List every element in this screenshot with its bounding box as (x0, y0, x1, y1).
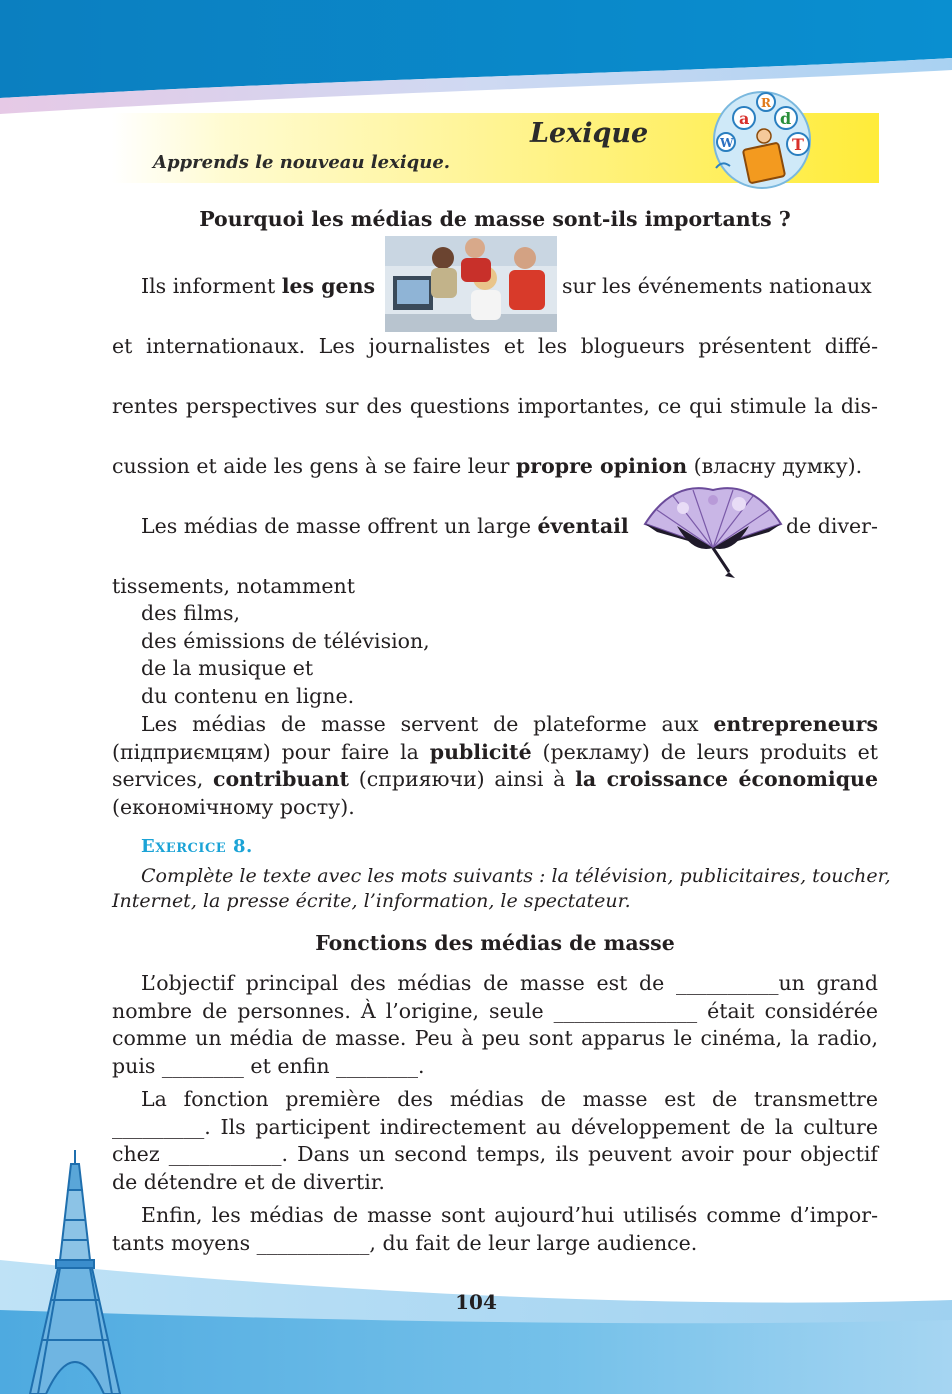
hand-fan-image (643, 486, 783, 580)
exercise-instruction-line1: Complète le texte avec les mots suivants : la télévision, publicitaires, toucher, (141, 865, 891, 887)
exercise-label: Exercice 8. (141, 836, 253, 857)
p1-line4: cussion et aide les gens à se faire leur propre opinion (власну думку). (112, 454, 863, 478)
list-item-online: du contenu en ligne. (141, 684, 355, 708)
p1-line2: et internationaux. Les journalistes et les blogueurs présentent diffé- (112, 334, 878, 358)
letters-book-icon (706, 88, 818, 194)
p1-line1-end: sur les événements nationaux (562, 274, 872, 298)
lexique-subtitle: Apprends le nouveau lexique. (153, 152, 451, 173)
eiffel-tower-image (20, 1150, 130, 1394)
icon-letter-w: W (720, 136, 734, 150)
list-item-music: de la musique et (141, 656, 314, 680)
s2-p2-line2: _________. Ils participent indirectement au développement de la culture (112, 1115, 878, 1139)
s2-p2-line4: de détendre et de divertir. (112, 1170, 385, 1194)
exercise-instruction-line2: Internet, la presse écrite, l’information, le spectateur. (112, 890, 631, 912)
s2-p1-line2: nombre de personnes. À l’origine, seule ______________ était considérée (112, 999, 878, 1023)
s2-p1-line1: L’objectif principal des médias de masse est de __________un grand (141, 971, 878, 995)
s2-p1-line3: comme un média de masse. Peu à peu sont apparus le cinéma, la radio, (112, 1026, 878, 1050)
icon-letter-d: d (780, 109, 792, 128)
s2-p1-line4: puis ________ et enfin ________. (112, 1054, 425, 1078)
p3-line2: (підприємцям) pour faire la publicité (рекламу) de leurs produits et (112, 740, 878, 764)
p2-line2: tissements, notamment (112, 574, 355, 598)
p1-line3: rentes perspectives sur des questions importantes, ce qui stimule la dis- (112, 394, 878, 418)
icon-letter-r: R (761, 96, 771, 110)
section-heading-importance: Pourquoi les médias de masse sont-ils importants ? (199, 207, 791, 231)
section-heading-functions: Fonctions des médias de masse (315, 931, 675, 955)
icon-letter-t: T (792, 135, 804, 154)
p3-line1: Les médias de masse servent de plateforme aux entrepreneurs (141, 712, 878, 736)
page-number: 104 (455, 1290, 497, 1314)
s2-p2-line1: La fonction première des médias de masse est de transmettre (141, 1087, 878, 1111)
list-item-tv: des émissions de télévision, (141, 629, 430, 653)
icon-letter-a: a (739, 109, 750, 128)
people-at-computer-photo (385, 236, 557, 332)
p2-line1-start: Les médias de masse offrent un large éventail (141, 514, 629, 538)
list-item-films: des films, (141, 601, 240, 625)
p1-line1-start: Ils informent les gens (141, 274, 376, 298)
lexique-title: Lexique (530, 118, 649, 149)
p3-line3: services, contribuant (сприяючи) ainsi à la croissance économique (112, 767, 878, 791)
bottom-decorative-band (0, 1250, 952, 1394)
p3-line4: (економічному росту). (112, 795, 355, 819)
s2-p3-line2: tants moyens ___________, du fait de leur large audience. (112, 1231, 698, 1255)
p2-line1-end: de diver- (786, 514, 878, 538)
s2-p2-line3: chez ___________. Dans un second temps, ils peuvent avoir pour objectif (112, 1142, 878, 1166)
s2-p3-line1: Enfin, les médias de masse sont aujourd’hui utilisés comme d’impor- (141, 1203, 878, 1227)
